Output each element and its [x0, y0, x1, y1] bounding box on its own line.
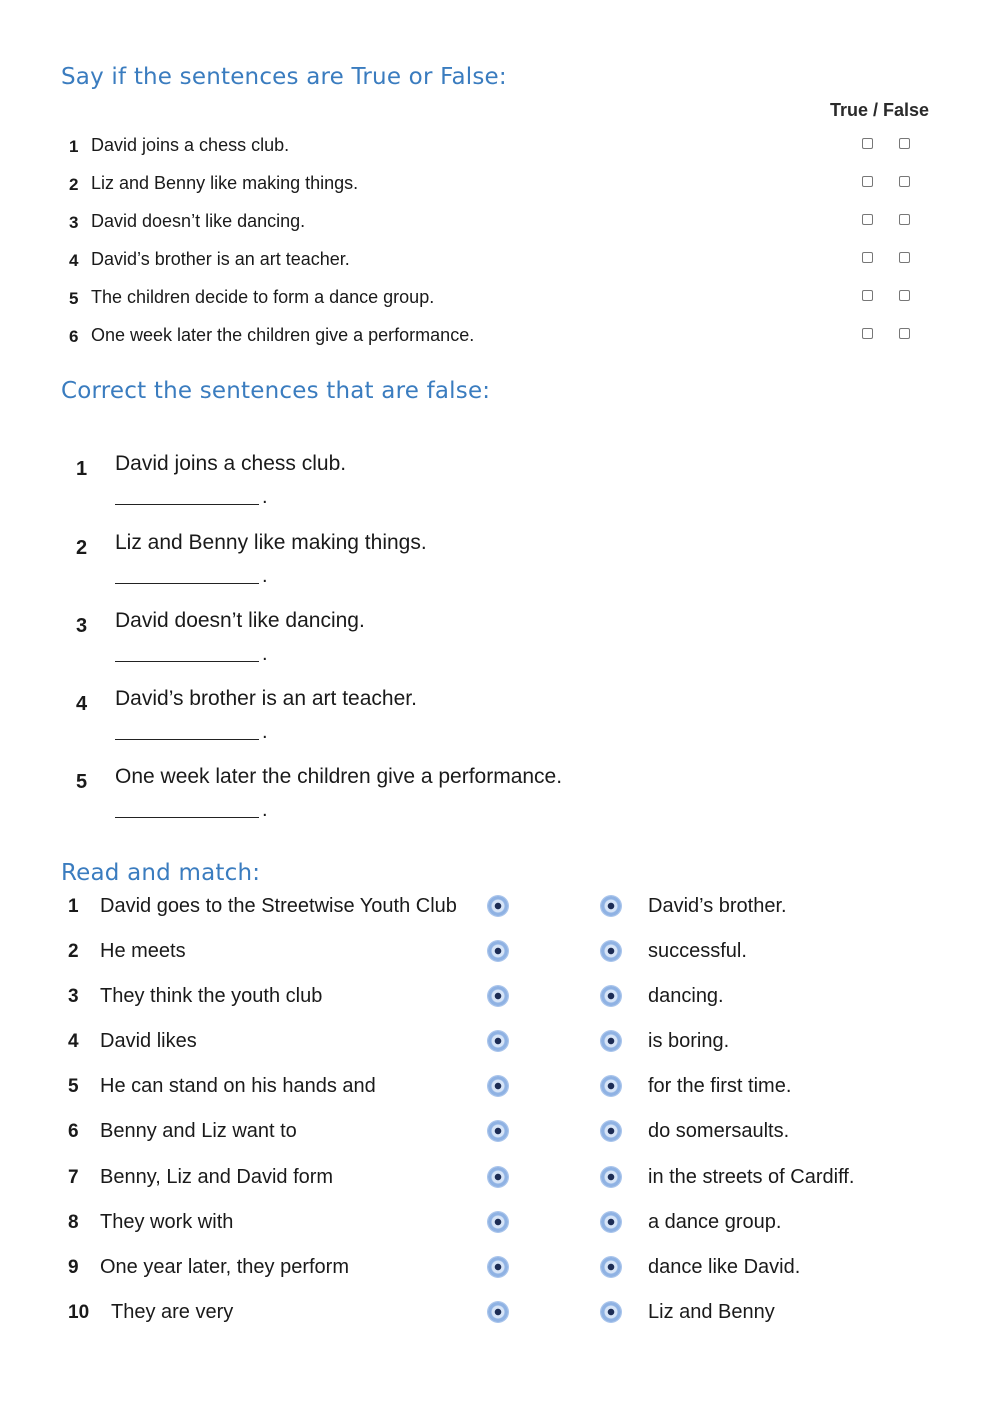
right-match-dot[interactable] — [601, 986, 621, 1006]
false-checkbox[interactable] — [899, 176, 910, 187]
match-left-text: They work with — [100, 1211, 234, 1233]
right-match-dot[interactable] — [601, 1031, 621, 1051]
tf-item-text: One week later the children give a performance. — [91, 325, 475, 345]
match-right-text: dancing. — [648, 985, 724, 1007]
true-false-header: True / False — [830, 100, 930, 120]
true-checkbox[interactable] — [862, 214, 873, 225]
right-match-dot[interactable] — [601, 1076, 621, 1096]
right-match-dot[interactable] — [601, 896, 621, 916]
correct-item-text: David doesn’t like dancing. — [115, 609, 365, 632]
left-match-dot[interactable] — [488, 1302, 508, 1322]
tf-item — [69, 247, 949, 273]
match-row — [0, 1209, 1000, 1239]
match-row — [0, 983, 1000, 1013]
left-match-dot[interactable] — [488, 896, 508, 916]
right-match-dot[interactable] — [601, 1167, 621, 1187]
period: . — [262, 486, 268, 508]
read-and-match-title: Read and match: — [61, 860, 261, 886]
correct-item-number: 5 — [76, 771, 88, 793]
match-number: 3 — [68, 986, 79, 1007]
match-row — [0, 1028, 1000, 1058]
correct-item — [76, 765, 776, 835]
match-number: 5 — [68, 1076, 79, 1097]
match-left-text: They are very — [111, 1301, 234, 1323]
match-left-text: David goes to the Streetwise Youth Club — [100, 895, 457, 917]
correct-item-text: One week later the children give a performance. — [115, 765, 563, 788]
correct-item — [76, 452, 776, 522]
right-match-dot[interactable] — [601, 1212, 621, 1232]
left-match-dot[interactable] — [488, 1121, 508, 1141]
match-right-text: in the streets of Cardiff. — [648, 1166, 855, 1188]
match-row — [0, 1118, 1000, 1148]
match-number: 4 — [68, 1031, 79, 1052]
match-row — [0, 1254, 1000, 1284]
match-number: 6 — [68, 1121, 79, 1142]
match-left-text: David likes — [100, 1030, 197, 1052]
match-right-text: do somersaults. — [648, 1120, 790, 1142]
false-checkbox[interactable] — [899, 290, 910, 301]
false-checkbox[interactable] — [899, 328, 910, 339]
tf-item-text: Liz and Benny like making things. — [91, 173, 359, 193]
match-right-text: successful. — [648, 940, 747, 962]
correction-input[interactable] — [115, 721, 259, 740]
right-match-dot[interactable] — [601, 1302, 621, 1322]
match-number: 2 — [68, 941, 79, 962]
correct-item-text: Liz and Benny like making things. — [115, 531, 427, 554]
tf-item-text: David doesn’t like dancing. — [91, 211, 306, 231]
correct-item-number: 3 — [76, 615, 88, 637]
period: . — [262, 565, 268, 587]
tf-item — [69, 171, 949, 197]
correction-input[interactable] — [115, 643, 259, 662]
match-right-text: a dance group. — [648, 1211, 782, 1233]
match-left-text: Benny, Liz and David form — [100, 1166, 334, 1188]
tf-item-text: David’s brother is an art teacher. — [91, 249, 350, 269]
match-number: 9 — [68, 1257, 79, 1278]
match-row — [0, 1299, 1000, 1329]
tf-item — [69, 209, 949, 235]
correct-item — [76, 531, 776, 601]
tf-item-number: 6 — [69, 327, 79, 346]
correct-item — [76, 687, 776, 757]
match-number: 10 — [68, 1302, 90, 1323]
tf-item — [69, 285, 949, 311]
match-row — [0, 1164, 1000, 1194]
period: . — [262, 721, 268, 743]
match-left-text: They think the youth club — [100, 985, 323, 1007]
match-left-text: He meets — [100, 940, 186, 962]
true-false-title: Say if the sentences are True or False: — [61, 64, 507, 90]
correct-item-number: 2 — [76, 537, 88, 559]
match-row — [0, 938, 1000, 968]
correction-input[interactable] — [115, 486, 259, 505]
correct-item-text: David joins a chess club. — [115, 452, 347, 475]
tf-item-number: 3 — [69, 213, 79, 232]
match-right-text: is boring. — [648, 1030, 730, 1052]
tf-item — [69, 133, 949, 159]
left-match-dot[interactable] — [488, 1076, 508, 1096]
left-match-dot[interactable] — [488, 986, 508, 1006]
correct-sentences-title: Correct the sentences that are false: — [61, 378, 491, 404]
period: . — [262, 643, 268, 665]
true-checkbox[interactable] — [862, 290, 873, 301]
match-left-text: He can stand on his hands and — [100, 1075, 376, 1097]
left-match-dot[interactable] — [488, 1031, 508, 1051]
correct-item-number: 1 — [76, 458, 88, 480]
tf-item-number: 1 — [69, 137, 79, 156]
true-checkbox[interactable] — [862, 252, 873, 263]
tf-item-number: 5 — [69, 289, 79, 308]
match-row — [0, 1073, 1000, 1103]
false-checkbox[interactable] — [899, 214, 910, 225]
right-match-dot[interactable] — [601, 1121, 621, 1141]
tf-item-text: David joins a chess club. — [91, 135, 290, 155]
match-right-text: David’s brother. — [648, 895, 787, 917]
match-row — [0, 893, 1000, 923]
tf-item-text: The children decide to form a dance group. — [91, 287, 435, 307]
right-match-dot[interactable] — [601, 941, 621, 961]
false-checkbox[interactable] — [899, 138, 910, 149]
match-number: 7 — [68, 1167, 79, 1188]
tf-item-number: 4 — [69, 251, 79, 270]
left-match-dot[interactable] — [488, 941, 508, 961]
tf-item-number: 2 — [69, 175, 79, 194]
match-right-text: for the first time. — [648, 1075, 792, 1097]
match-right-text: dance like David. — [648, 1256, 801, 1278]
left-match-dot[interactable] — [488, 1257, 508, 1277]
period: . — [262, 799, 268, 821]
match-left-text: Benny and Liz want to — [100, 1120, 297, 1142]
match-right-text: Liz and Benny — [648, 1301, 775, 1323]
true-checkbox[interactable] — [862, 138, 873, 149]
left-match-dot[interactable] — [488, 1212, 508, 1232]
right-match-dot[interactable] — [601, 1257, 621, 1277]
correct-item — [76, 609, 776, 679]
match-number: 8 — [68, 1212, 79, 1233]
tf-item — [69, 323, 949, 349]
correction-input[interactable] — [115, 565, 259, 584]
match-left-text: One year later, they perform — [100, 1256, 350, 1278]
true-checkbox[interactable] — [862, 328, 873, 339]
correction-input[interactable] — [115, 799, 259, 818]
correct-item-number: 4 — [76, 693, 88, 715]
true-checkbox[interactable] — [862, 176, 873, 187]
false-checkbox[interactable] — [899, 252, 910, 263]
match-number: 1 — [68, 896, 79, 917]
left-match-dot[interactable] — [488, 1167, 508, 1187]
correct-item-text: David’s brother is an art teacher. — [115, 687, 417, 710]
